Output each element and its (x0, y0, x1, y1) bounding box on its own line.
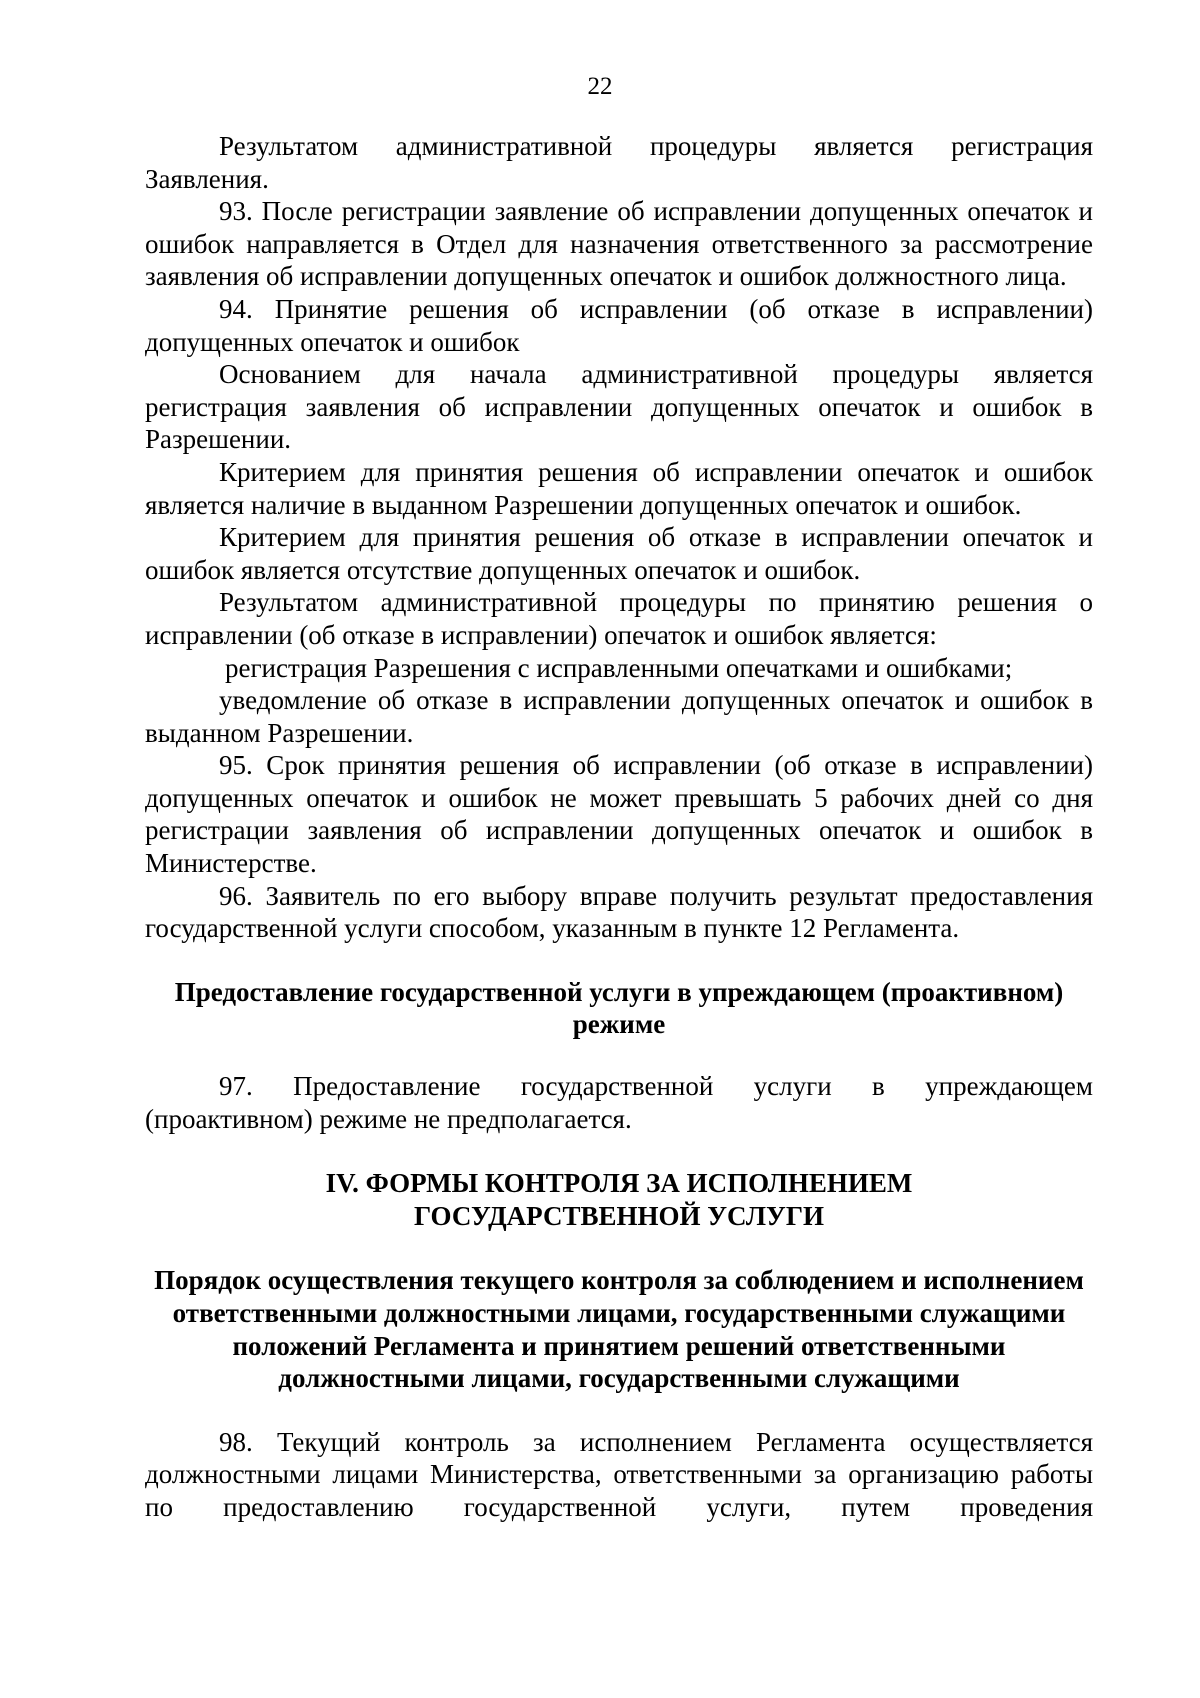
paragraph-94: 94. Принятие решения об исправлении (об отказе в исправлении) допущенных опечаток и ошибок (145, 293, 1093, 357)
section-heading-iv: IV. ФОРМЫ КОНТРОЛЯ ЗА ИСПОЛНЕНИЕМ ГОСУДАРСТВЕННОЙ УСЛУГИ (325, 1168, 913, 1231)
subheading-proactive: Предоставление государственной услуги в упреждающем (проактивном) режиме (174, 976, 1064, 1040)
subheading-current-control: Порядок осуществления текущего контроля за соблюдением и исполнением ответственными должностными лицами, государственными служащими положений Регламента и принятием решений ответственными должностными лицами, государственными служащими (154, 1265, 1084, 1394)
paragraph-95: 95. Срок принятия решения об исправлении (об отказе в исправлении) допущенных опечаток и ошибок не может превышать 5 рабочих дней со дня регистрации заявления об исправлении допущенных опечаток и ошибок в Министерстве. (145, 750, 1093, 879)
paragraph-basis: Основанием для начала административной процедуры является регистрация заявления об исправлении допущенных опечаток и ошибок в Разрешении. (145, 359, 1093, 455)
paragraph-criterion-correction: Критерием для принятия решения об исправлении опечаток и ошибок является наличие в выданном Разрешении допущенных опечаток и ошибок. (145, 456, 1093, 520)
paragraph-98: 98. Текущий контроль за исполнением Регламента осуществляется должностными лицами Министерства, ответственными за организацию работы по предоставлению государственной услуги, путем проведения (145, 1426, 1093, 1522)
page-content (145, 130, 1093, 1524)
paragraph-96: 96. Заявитель по его выбору вправе получить результат предоставления государственной услуги способом, указанным в пункте 12 Регламента. (145, 880, 1093, 944)
list-item-registration: регистрация Разрешения с исправленными опечатками и ошибками; (225, 652, 1013, 683)
paragraph-93: 93. После регистрации заявление об исправлении допущенных опечаток и ошибок направляется в Отдел для назначения ответственного за рассмотрение заявления об исправлении допущенных опечаток и ошибок должностного лица. (145, 196, 1093, 292)
paragraph-criterion-refusal: Критерием для принятия решения об отказе в исправлении опечаток и ошибок является отсутствие допущенных опечаток и ошибок. (145, 522, 1093, 585)
list-item-notification: уведомление об отказе в исправлении допущенных опечаток и ошибок в выданном Разрешении. (145, 685, 1093, 748)
paragraph-result-decision: Результатом административной процедуры по принятию решения о исправлении (об отказе в исправлении) опечаток и ошибок является: (145, 587, 1093, 650)
paragraph-97: 97. Предоставление государственной услуги в упреждающем (проактивном) режиме не предполагается. (145, 1071, 1093, 1134)
page-number: 22 (587, 73, 613, 100)
paragraph-result-registration: Результатом административной процедуры является регистрация Заявления. (145, 131, 1093, 194)
